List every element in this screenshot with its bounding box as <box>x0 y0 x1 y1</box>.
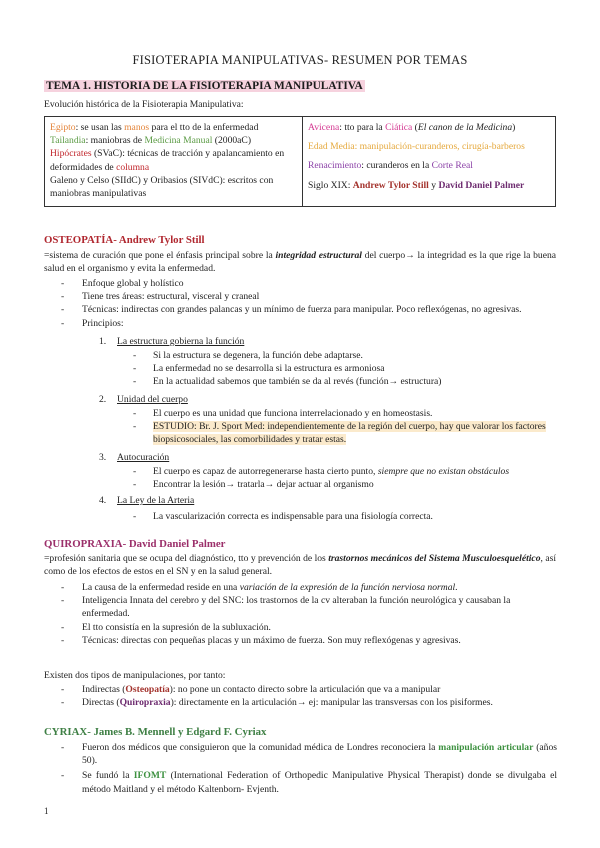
principio-3-title: 3. Autocuración <box>99 452 170 463</box>
tipos-list <box>82 683 557 709</box>
principio-4-title: 4. La Ley de la Arteria <box>99 495 195 506</box>
history-right-cell <box>303 117 556 207</box>
osteopatia-bullets <box>82 277 557 330</box>
list-item: - Técnicas: directas con pequeñas placas y un máximo de fuerza. Son muy reflexógenas y agresivas. <box>82 634 557 647</box>
tailandia-line: Tailandia: maniobras de Medicina Manual (2000aC) <box>50 135 252 147</box>
principio-2-items <box>153 407 557 447</box>
list-item: - Enfoque global y holístico <box>82 277 557 290</box>
list-item: - La causa de la enfermedad reside en una variación de la expresión de la función nerviosa normal. <box>82 581 557 594</box>
list-item: - El cuerpo es una unidad que funciona interrelacionado y en homeostasis. <box>153 407 557 420</box>
egipto-line: Egipto: se usan las manos para el tto de la enfermedad <box>50 122 259 133</box>
list-item: - Directas (Quiropraxia): directamente en la articulación→ ej: manipular las transversas con los pisiformes. <box>82 696 557 709</box>
siglo-xix-line: Siglo XIX: Andrew Tylor Still y David Daniel Palmer <box>308 179 525 191</box>
tema1-heading: TEMA 1. HISTORIA DE LA FISIOTERAPIA MANIPULATIVA <box>46 80 363 92</box>
list-item: - Principios: <box>82 317 557 330</box>
osteopatia-heading: OSTEOPATÍA- Andrew Tylor Still <box>44 234 205 246</box>
list-item: - El cuerpo es capaz de autorregenerarse hasta cierto punto, siempre que no existan obstáculos <box>153 465 557 478</box>
list-item: - El tto consistía en la supresión de la subluxación. <box>82 621 557 634</box>
list-item: - Si la estructura se degenera, la función debe adaptarse. <box>153 349 557 362</box>
quiropraxia-bullets <box>82 581 557 647</box>
history-left-cell <box>45 117 303 207</box>
principio-2-title: 2. Unidad del cuerpo <box>99 394 188 405</box>
quiropraxia-definition: =profesión sanitaria que se ocupa del diagnóstico, tto y prevención de los trastornos mecánicos del Sistema Musculoesquelético, así como de los efectos de estos en el SN y en la salud general. <box>44 553 556 578</box>
list-item: - Fueron dos médicos que consiguieron que la comunidad médica de Londres reconociera la manipulación articular (años 50). <box>82 741 557 767</box>
avicena-line: Avicena: tto para la Ciática (El canon de la Medicina) <box>308 122 516 133</box>
principio-3-items <box>153 465 557 491</box>
osteopatia-definition: =sistema de curación que pone el énfasis principal sobre la integridad estructural del cuerpo→ la integridad es la que rige la buena salud en el organismo y evita la enfermedad. <box>44 250 557 275</box>
principio-1-items <box>153 349 557 389</box>
history-table <box>44 116 556 207</box>
document-title: FISIOTERAPIA MANIPULATIVAS- RESUMEN POR TEMAS <box>132 53 468 67</box>
tema1-intro: Evolución histórica de la Fisioterapia Manipulativa: <box>44 99 244 110</box>
list-item: - Inteligencia Innata del cerebro y del SNC: los trastornos de la cv alteraban la función neurológica y causaban la enfermedad. <box>82 594 557 620</box>
list-item: - Técnicas: indirectas con grandes palancas y un mínimo de fuerza para manipular. Poco reflexógenas, no agresivas. <box>82 303 557 316</box>
principio-4-items <box>153 510 557 523</box>
quiropraxia-heading: QUIROPRAXIA- David Daniel Palmer <box>44 538 226 550</box>
list-item: - En la actualidad sabemos que también se da al revés (función→ estructura) <box>153 375 557 388</box>
cyriax-bullets <box>82 741 557 796</box>
list-item: - Indirectas (Osteopatía): no pone un contacto directo sobre la articulación que va a manipular <box>82 683 557 696</box>
page-number: 1 <box>44 806 49 816</box>
galeno-line: Galeno y Celso (SIIdC) y Oribasios (SIVdC): escritos con maniobras manipulativas <box>50 174 274 200</box>
list-item: - Tiene tres áreas: estructural, visceral y craneal <box>82 290 557 303</box>
list-item: - La enfermedad no se desarrolla si la estructura es armoniosa <box>153 362 557 375</box>
estudio-note: - ESTUDIO: Br. J. Sport Med: independientemente de la región del cuerpo, hay que valorar los factores biopsicosociales, las comorbilidades y tratar estas. <box>153 420 557 446</box>
cyriax-heading: CYRIAX- James B. Mennell y Edgard F. Cyriax <box>44 726 267 738</box>
list-item: - La vascularización correcta es indispensable para una fisiología correcta. <box>153 510 557 523</box>
list-item: - Encontrar la lesión→ tratarla→ dejar actuar al organismo <box>153 478 557 491</box>
renacimiento-line: Renacimiento: curanderos en la Corte Real <box>308 160 473 172</box>
edad-media-line: Edad Media: manipulación-curanderos, cirugía-barberos <box>308 141 525 153</box>
hipocrates-line: Hipócrates (SVaC): técnicas de tracción y apalancamiento en deformidades de columna <box>50 148 285 173</box>
tipos-intro: Existen dos tipos de manipulaciones, por tanto: <box>44 670 226 681</box>
list-item: - Se fundó la IFOMT (International Federation of Orthopedic Manipulative Physical Therapist) donde se divulgaba el método Maitland y el método Kaltenborn- Evjenth. <box>82 769 557 795</box>
principio-1-title: 1. La estructura gobierna la función <box>99 336 245 347</box>
